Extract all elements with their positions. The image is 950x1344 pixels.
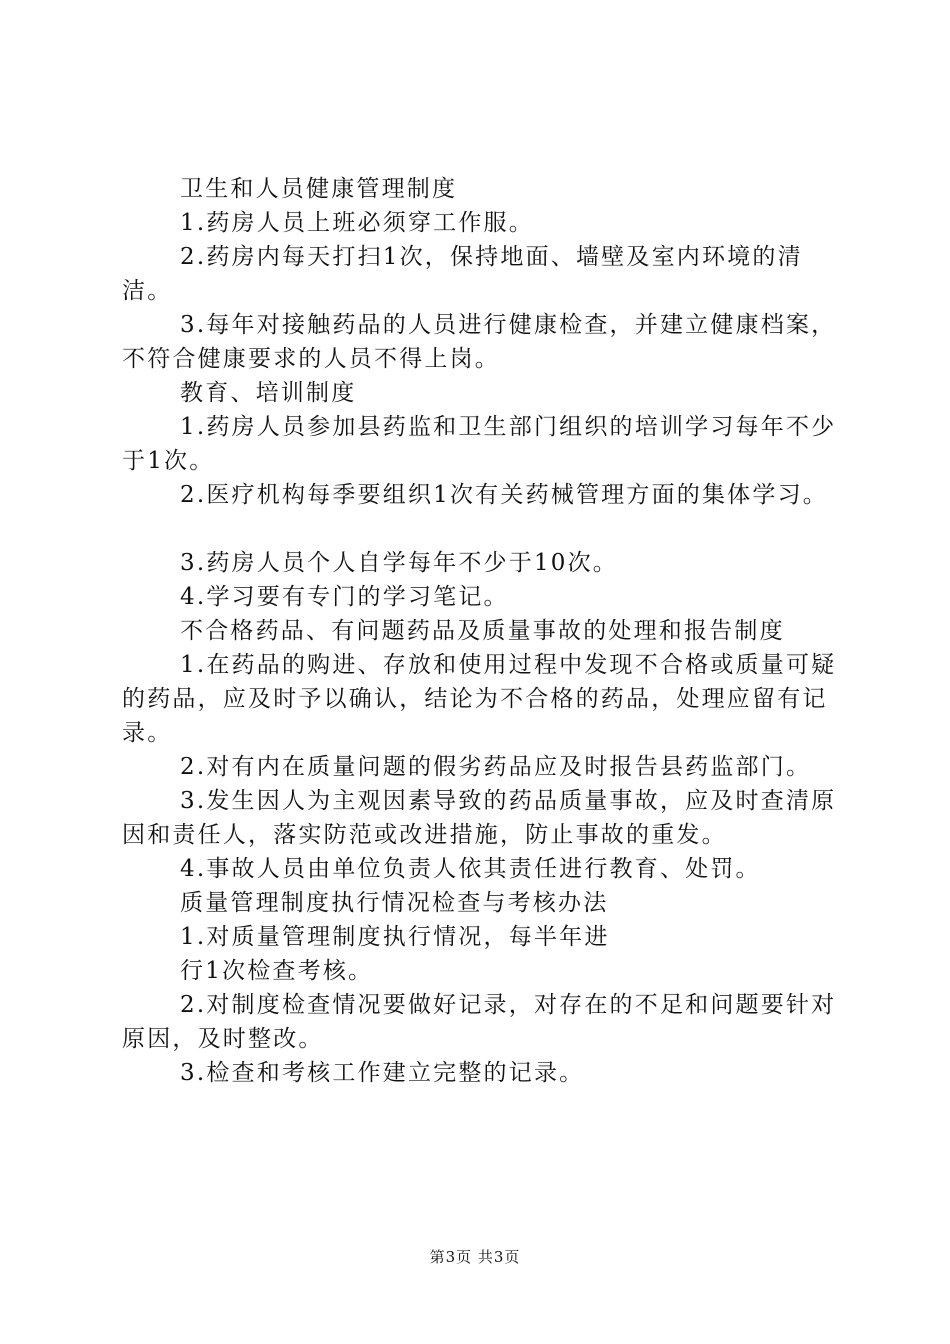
paragraph: 3.药房人员个人自学每年不少于10次。 [180,550,619,576]
blank-line [122,512,842,546]
section-title-training: 教育、培训制度 [180,380,357,406]
paragraph: 2.医疗机构每季要组织1次有关药械管理方面的集体学习。 [180,482,828,508]
paragraph: 3.发生因人为主观因素导致的药品质量事故，应及时查清原因和责任人，落实防范或改进措施，防止事故的重发。 [122,788,837,848]
paragraph: 2.对制度检查情况要做好记录，对存在的不足和问题要针对原因，及时整改。 [122,992,837,1052]
paragraph: 4.学习要有专门的学习笔记。 [180,584,509,610]
paragraph: 2.对有内在质量问题的假劣药品应及时报告县药监部门。 [180,754,812,780]
paragraph: 1.药房人员上班必须穿工作服。 [180,210,534,236]
paragraph: 1.对质量管理制度执行情况，每半年进 [180,924,610,950]
paragraph: 4.事故人员由单位负责人依其责任进行教育、处罚。 [180,856,761,882]
paragraph: 行1次检查考核。 [180,958,374,984]
paragraph: 1.药房人员参加县药监和卫生部门组织的培训学习每年不少于1次。 [122,414,837,474]
page-footer: 第3页 共3页 [429,1248,521,1266]
paragraph: 3.检查和考核工作建立完整的记录。 [180,1060,585,1086]
document-body [122,172,842,1090]
paragraph: 3.每年对接触药品的人员进行健康检查，并建立健康档案，不符合健康要求的人员不得上岗。 [122,312,837,372]
section-title-quality-incidents: 不合格药品、有问题药品及质量事故的处理和报告制度 [180,618,785,644]
section-title-hygiene: 卫生和人员健康管理制度 [180,176,458,202]
section-title-inspection: 质量管理制度执行情况检查与考核办法 [180,890,609,916]
paragraph: 2.药房内每天打扫1次，保持地面、墙壁及室内环境的清洁。 [122,244,803,304]
paragraph: 1.在药品的购进、存放和使用过程中发现不合格或质量可疑的药品，应及时予以确认，结论为不合格的药品，处理应留有记录。 [122,652,837,746]
